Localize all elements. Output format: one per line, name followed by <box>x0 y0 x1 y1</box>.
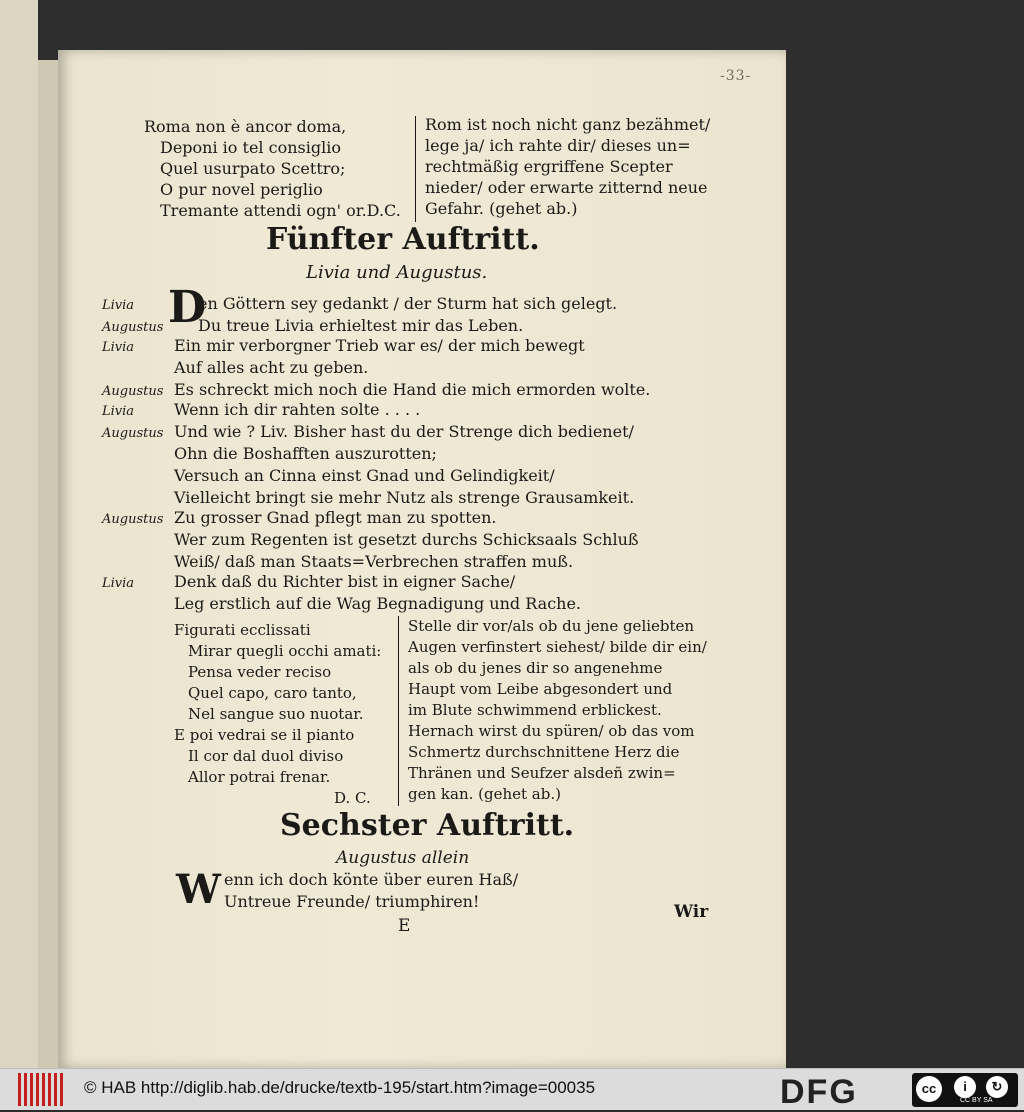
signature-mark: E <box>398 916 411 936</box>
dialogue-line: Versuch an Cinna einst Gnad und Gelindigkeit/ <box>174 466 555 485</box>
dialogue-line: Weiß/ daß man Staats=Verbrechen straffen muß. <box>174 552 574 571</box>
speaker-label: Livia <box>102 576 135 591</box>
verse-line: Il cor dal duol diviso <box>188 747 344 765</box>
translation-line: Schmertz durchschnittene Herz die <box>408 743 680 761</box>
speaker-label: Livia <box>102 340 135 355</box>
verse-line: E poi vedrai se il pianto <box>174 726 355 744</box>
speaker-label: Augustus <box>102 384 164 399</box>
translation-line: Haupt vom Leibe abgesondert und <box>408 680 673 698</box>
speaker-label: Augustus <box>102 426 164 441</box>
speaker-label: Livia <box>102 404 135 419</box>
translation-line: als ob du jenes dir so angenehme <box>408 659 663 677</box>
book-page <box>58 50 786 1068</box>
dialogue-line: en Göttern sey gedankt / der Sturm hat sich gelegt. <box>198 294 618 313</box>
copyright-link[interactable]: © HAB http://diglib.hab.de/drucke/textb-195/start.htm?image=00035 <box>84 1078 596 1097</box>
aria-german <box>408 616 707 805</box>
translation-line: Thränen und Seufzer alsdeñ zwin= <box>408 764 676 782</box>
dialogue-line: Leg erstlich auf die Wag Begnadigung und Rache. <box>174 594 582 613</box>
license-label: CC BY SA <box>960 1097 993 1104</box>
dialogue-line: Und wie ? Liv. Bisher hast du der Strenge dich bedienet/ <box>174 422 634 441</box>
cc-icon: cc <box>916 1076 942 1102</box>
aria-italian <box>174 620 381 809</box>
verse-line: Roma non è ancor doma, <box>144 117 347 136</box>
closing-line: enn ich doch könte über euren Haß/ <box>224 870 519 889</box>
translation-line: Gefahr. (gehet ab.) <box>425 199 578 218</box>
dfg-logo[interactable]: DFG <box>780 1073 858 1111</box>
speaker-label: Augustus <box>102 512 164 527</box>
translation-line: rechtmäßig ergriffene Scepter <box>425 157 673 176</box>
verse-line: D. C. <box>334 789 371 807</box>
speaker-label: Livia <box>102 298 135 313</box>
verse-line: Quel capo, caro tanto, <box>188 684 357 702</box>
translation-line: im Blute schwimmend erblickest. <box>408 701 662 719</box>
translation-line: Rom ist noch nicht ganz bezähmet/ <box>425 115 711 134</box>
verse-line: Mirar quegli occhi amati: <box>188 642 382 660</box>
verse-line: Tremante attendi ogn' or.D.C. <box>160 201 401 220</box>
dialogue-line: Wer zum Regenten ist gesetzt durchs Schicksaals Schluß <box>174 530 639 549</box>
dialogue-line: Vielleicht bringt sie mehr Nutz als strenge Grausamkeit. <box>174 488 635 507</box>
top-verse-italian <box>144 116 401 221</box>
scene-persons: Augustus allein <box>336 848 470 868</box>
verse-line: Deponi io tel consiglio <box>160 138 341 157</box>
scene-heading: Sechster Auftritt. <box>280 808 575 843</box>
verse-line: Pensa veder reciso <box>188 663 332 681</box>
translation-line: Augen verfinstert siehest/ bilde dir ein/ <box>408 638 707 656</box>
verse-line: Figurati ecclissati <box>174 621 311 639</box>
translation-line: nieder/ oder erwarte zitternd neue <box>425 178 708 197</box>
hab-logo-icon[interactable] <box>18 1073 66 1106</box>
verse-line: Quel usurpato Scettro; <box>160 159 346 178</box>
translation-line: gen kan. (gehet ab.) <box>408 785 561 803</box>
drop-cap: D <box>168 282 207 333</box>
dialogue-line: Auf alles acht zu geben. <box>174 358 369 377</box>
scene-persons: Livia und Augustus. <box>306 262 488 283</box>
dialogue-line: Es schreckt mich noch die Hand die mich ermorden wolte. <box>174 380 651 399</box>
translation-line: Stelle dir vor/als ob du jene geliebten <box>408 617 695 635</box>
dialogue-line: Zu grosser Gnad pflegt man zu spotten. <box>174 508 497 527</box>
cc-license-badge[interactable] <box>912 1073 1018 1107</box>
dialogue-line: Wenn ich dir rahten solte . . . . <box>174 400 421 419</box>
scene-heading: Fünfter Auftritt. <box>266 222 540 257</box>
verse-line: O pur novel periglio <box>160 180 323 199</box>
speaker-label: Augustus <box>102 320 164 335</box>
column-divider <box>398 616 399 806</box>
catchword: Wir <box>674 902 709 922</box>
translation-line: lege ja/ ich rahte dir/ dieses un= <box>425 136 691 155</box>
drop-cap: W <box>176 866 221 913</box>
closing-line: Untreue Freunde/ triumphiren! <box>224 892 480 911</box>
dialogue-line: Denk daß du Richter bist in eigner Sache/ <box>174 572 516 591</box>
page-number: -33- <box>720 68 752 84</box>
share-alike-icon: ↻ <box>986 1076 1008 1098</box>
by-attribution-icon: i <box>954 1076 976 1098</box>
dialogue-line: Du treue Livia erhieltest mir das Leben. <box>198 316 524 335</box>
left-page-edge-shadow <box>38 60 58 1068</box>
left-page-edge <box>0 0 38 1068</box>
viewer-footer <box>0 1068 1024 1110</box>
verse-line: Nel sangue suo nuotar. <box>188 705 364 723</box>
translation-line: Hernach wirst du spüren/ ob das vom <box>408 722 695 740</box>
top-verse-german <box>425 114 710 219</box>
column-divider <box>415 116 416 222</box>
dialogue-line: Ein mir verborgner Trieb war es/ der mich bewegt <box>174 336 585 355</box>
verse-line: Allor potrai frenar. <box>188 768 331 786</box>
dialogue-line: Ohn die Boshafften auszurotten; <box>174 444 437 463</box>
